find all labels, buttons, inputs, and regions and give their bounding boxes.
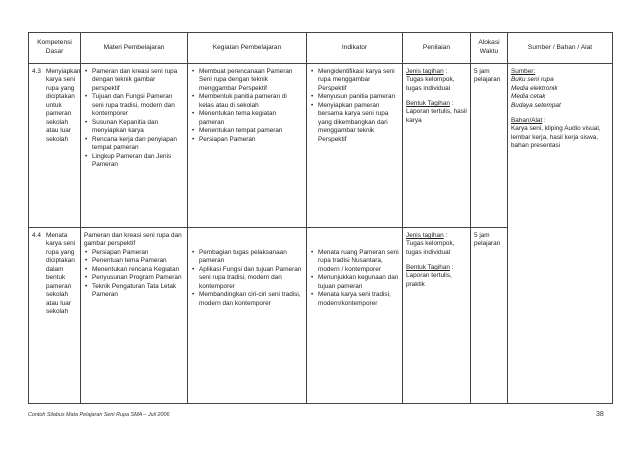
kegiatan-cell xyxy=(188,64,307,228)
list-item: • Menata karya seni tradisi, modern/kontemporer xyxy=(310,291,399,308)
materi-cell xyxy=(81,228,188,404)
materi-intro: Pameran dan kreasi seni rupa dan gambar perspektif xyxy=(84,232,182,248)
alokasi-cell xyxy=(471,228,508,404)
page-number: 38 xyxy=(596,411,604,418)
indikator-list xyxy=(310,68,399,144)
penilaian-cell: Jenis tagihan : Tugas kelompok, tugas individual Bentuk Tagihan : Laporan tertulis, praktik xyxy=(403,228,471,404)
list-item: • Penentuan tema Pameran xyxy=(84,257,184,265)
sumber-label: Sumber: xyxy=(511,68,536,75)
jenis-tagihan-label: Jenis tagihan xyxy=(406,232,444,239)
list-item: • Menyusun panitia pameran xyxy=(310,93,399,101)
list-item: • Membentuk panitia pameran di kelas atau di sekolah xyxy=(191,93,303,110)
header-kegiatan: Kegiatan Pembelajaran xyxy=(188,33,307,64)
footer-source: Contoh Silabus Mata Pelajaran Seni Rupa SMA – Juli 2006 xyxy=(28,412,170,418)
kegiatan-list xyxy=(191,68,303,144)
list-item: • Rencana kerja dan penyiapan tempat pameran xyxy=(84,136,184,153)
bahan-label: Bahan/Alat xyxy=(511,116,543,124)
list-item: • Mengidentifikasi karya seni rupa menggambar Perspektif xyxy=(310,68,399,93)
jenis-tagihan-label: Jenis tagihan xyxy=(406,68,444,75)
alokasi-value: 5 jam pelajaran xyxy=(474,68,501,84)
list-item: • Lingkup Pameran dan Jenis Pameran xyxy=(84,153,184,170)
list-item: • Persiapan Pameran xyxy=(84,249,184,257)
header-row xyxy=(29,33,613,64)
sumber-item: Media cetak xyxy=(511,93,546,101)
list-item: • Aplikasi Fungsi dan tujuan Pameran seni rupa tradisi, modern dan kontemporer xyxy=(191,266,303,291)
sumber-item: Buku seni rupa xyxy=(511,76,554,84)
indikator-cell xyxy=(307,64,403,228)
header-sumber: Sumber / Bahan / Alat xyxy=(508,33,613,64)
alokasi-cell xyxy=(471,64,508,228)
list-item: • Teknik Pengaturan Tata Letak Pameran xyxy=(84,283,184,300)
indikator-cell xyxy=(307,228,403,404)
table-row xyxy=(29,64,613,228)
bentuk-tagihan-value: Laporan tertulis, praktik xyxy=(406,272,452,288)
alokasi-value: 5 jam pelajaran xyxy=(474,232,501,248)
syllabus-table xyxy=(28,32,613,404)
header-indikator: Indikator xyxy=(307,33,403,64)
penilaian-cell: Jenis tagihan : Tugas kelompok, tugas individual Bentuk Tagihan : Laporan tertulis, hasil karya xyxy=(403,64,471,228)
bentuk-tagihan-label: Bentuk Tagihan xyxy=(406,99,450,107)
kd-text: Menata karya seni rupa yang diciptakan dalam bentuk pameran sekolah atau luar sekolah xyxy=(46,232,76,316)
header-penilaian: Penilaian xyxy=(403,33,471,64)
jenis-tagihan-value: Tugas kelompok, tugas individual xyxy=(406,240,455,256)
header-alokasi-waktu: Alokasi Waktu xyxy=(471,33,508,64)
list-item: • Membandingkan ciri-ciri seni tradisi, modern dan kontemporer xyxy=(191,291,303,308)
list-item: • Persiapan Pameran xyxy=(191,136,303,144)
list-item: • Menentukan tempat pameran xyxy=(191,127,303,135)
list-item: • Pembagian tugas pelaksanaan pameran xyxy=(191,249,303,266)
header-kompetensi-dasar: Kompetensi Dasar xyxy=(29,33,81,64)
list-item: • Tujuan dan Fungsi Pameran seni rupa tradisi, modern dan kontemporer xyxy=(84,93,184,118)
kegiatan-cell xyxy=(188,228,307,404)
materi-list xyxy=(84,249,184,300)
jenis-tagihan-value: Tugas kelompok, tugas individual xyxy=(406,76,455,92)
bentuk-tagihan-value: Laporan tertulis, hasil karya xyxy=(406,108,467,124)
bahan-value: Karya seni, kliping Audio visual, lembar kerja, hasil kerja siswa, bahan presentasi xyxy=(511,125,601,150)
materi-cell xyxy=(81,64,188,228)
sumber-item: Media elektronik xyxy=(511,84,558,92)
header-materi: Materi Pembelajaran xyxy=(81,33,188,64)
list-item: • Pameran dan kreasi seni rupa dengan teknik gambar perspektif xyxy=(84,68,184,93)
kd-text: Menyiapkan karya seni rupa yang diciptakan untuk pameran sekolah atau luar sekolah xyxy=(46,68,81,143)
materi-list xyxy=(84,68,184,169)
list-item: • Menyiapkan pameran bersama karya seni rupa yang dikembangkan dari menggambar teknik Perspektif xyxy=(310,102,399,144)
sumber-item: Budaya setempat xyxy=(511,101,561,109)
kd-number: 4.4 xyxy=(32,232,41,239)
kd-cell xyxy=(29,228,81,404)
kegiatan-list xyxy=(191,249,303,308)
list-item: • Menentukan tema kegiatan pameran xyxy=(191,110,303,127)
kd-cell xyxy=(29,64,81,228)
list-item: • Penyusunan Program Pameran xyxy=(84,274,184,282)
list-item: • Menunjukkan kegunaan dan tujuan pameran xyxy=(310,274,399,291)
list-item: • Susunan Kepanitia dan menyiapkan karya xyxy=(84,119,184,136)
list-item: • Membuat perencanaan Pameran Seni rupa dengan teknik menggambar Perspektif xyxy=(191,68,303,93)
sumber-cell: Sumber: Buku seni rupa Media elektronik Media cetak Budaya setempat Bahan/Alat : Karya seni, kliping Audio visual, lembar kerja, hasil kerja siswa, bahan presentasi xyxy=(508,64,613,404)
list-item: • Menata ruang Pameran seni rupa tradisi Nusantara, modern / kontemporer xyxy=(310,249,399,274)
list-item: • Menentukan rencana Kegiatan xyxy=(84,266,184,274)
bentuk-tagihan-label: Bentuk Tagihan xyxy=(406,263,450,271)
kd-number: 4.3 xyxy=(32,68,41,75)
indikator-list xyxy=(310,249,399,308)
